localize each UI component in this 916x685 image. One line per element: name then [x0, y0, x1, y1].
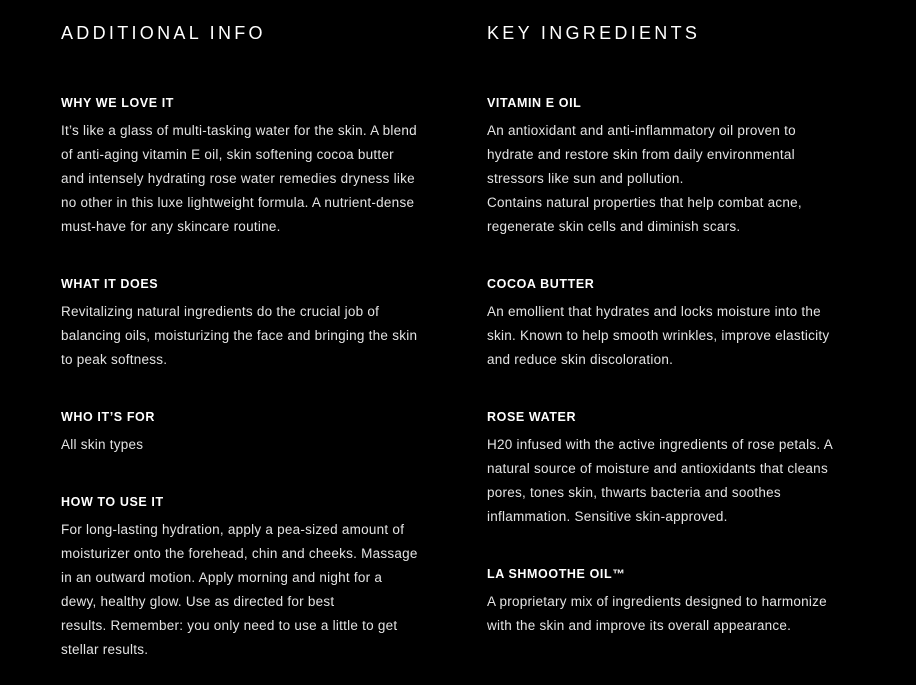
- body-line: stressors like sun and pollution.: [487, 171, 684, 186]
- body-line: results. Remember: you only need to use a little to get: [61, 618, 398, 633]
- key-ingredients-heading: KEY INGREDIENTS: [487, 23, 701, 43]
- body-line: natural source of moisture and antioxidants that cleans: [487, 461, 828, 476]
- body-line: inflammation. Sensitive skin-approved.: [487, 509, 728, 524]
- body-line: Revitalizing natural ingredients do the crucial job of: [61, 304, 380, 319]
- section-title: WHAT IT DOES: [61, 277, 159, 291]
- rose-water-section: [487, 409, 877, 529]
- section-title: WHY WE LOVE IT: [61, 96, 175, 110]
- section-body: [487, 119, 877, 239]
- body-line: balancing oils, moisturizing the face and bringing the skin: [61, 328, 418, 343]
- body-line: An emollient that hydrates and locks moisture into the: [487, 304, 821, 319]
- la-shmoothe-oil-section: [487, 566, 877, 638]
- who-its-for-section: [61, 409, 461, 457]
- vitamin-e-oil-section: [487, 95, 877, 239]
- cocoa-butter-section: [487, 276, 877, 372]
- body-line: All skin types: [61, 437, 144, 452]
- section-title: VITAMIN E OIL: [487, 96, 582, 110]
- body-line: with the skin and improve its overall appearance.: [487, 618, 792, 633]
- body-line: For long-lasting hydration, apply a pea-sized amount of: [61, 522, 405, 537]
- section-title: LA SHMOOTHE OIL™: [487, 567, 626, 581]
- body-line: stellar results.: [61, 642, 149, 657]
- section-body: [487, 433, 877, 529]
- body-line: no other in this luxe lightweight formula. A nutrient-dense: [61, 195, 415, 210]
- section-title: COCOA BUTTER: [487, 277, 595, 291]
- body-line: Contains natural properties that help combat acne,: [487, 195, 802, 210]
- section-body: [487, 590, 877, 638]
- how-to-use-it-section: [61, 494, 461, 662]
- body-line: skin. Known to help smooth wrinkles, improve elasticity: [487, 328, 830, 343]
- section-body: [61, 119, 461, 239]
- body-line: dewy, healthy glow. Use as directed for best: [61, 594, 335, 609]
- body-line: H20 infused with the active ingredients of rose petals. A: [487, 437, 833, 452]
- additional-info-heading: ADDITIONAL INFO: [61, 23, 266, 43]
- body-line: hydrate and restore skin from daily environmental: [487, 147, 795, 162]
- body-line: It’s like a glass of multi-tasking water for the skin. A blend: [61, 123, 417, 138]
- section-body: [61, 433, 461, 457]
- why-we-love-it-section: [61, 95, 461, 239]
- body-line: An antioxidant and anti-inflammatory oil proven to: [487, 123, 796, 138]
- body-line: and reduce skin discoloration.: [487, 352, 674, 367]
- section-title: HOW TO USE IT: [61, 495, 164, 509]
- body-line: moisturizer onto the forehead, chin and cheeks. Massage: [61, 546, 418, 561]
- body-line: to peak softness.: [61, 352, 168, 367]
- body-line: and intensely hydrating rose water remedies dryness like: [61, 171, 415, 186]
- section-body: [61, 518, 461, 662]
- section-body: [487, 300, 877, 372]
- section-body: [61, 300, 461, 372]
- what-it-does-section: [61, 276, 461, 372]
- body-line: must-have for any skincare routine.: [61, 219, 281, 234]
- section-title: ROSE WATER: [487, 410, 577, 424]
- body-line: regenerate skin cells and diminish scars.: [487, 219, 741, 234]
- body-line: of anti-aging vitamin E oil, skin softening cocoa butter: [61, 147, 394, 162]
- body-line: pores, tones skin, thwarts bacteria and soothes: [487, 485, 781, 500]
- section-title: WHO IT’S FOR: [61, 410, 155, 424]
- body-line: in an outward motion. Apply morning and night for a: [61, 570, 383, 585]
- body-line: A proprietary mix of ingredients designed to harmonize: [487, 594, 827, 609]
